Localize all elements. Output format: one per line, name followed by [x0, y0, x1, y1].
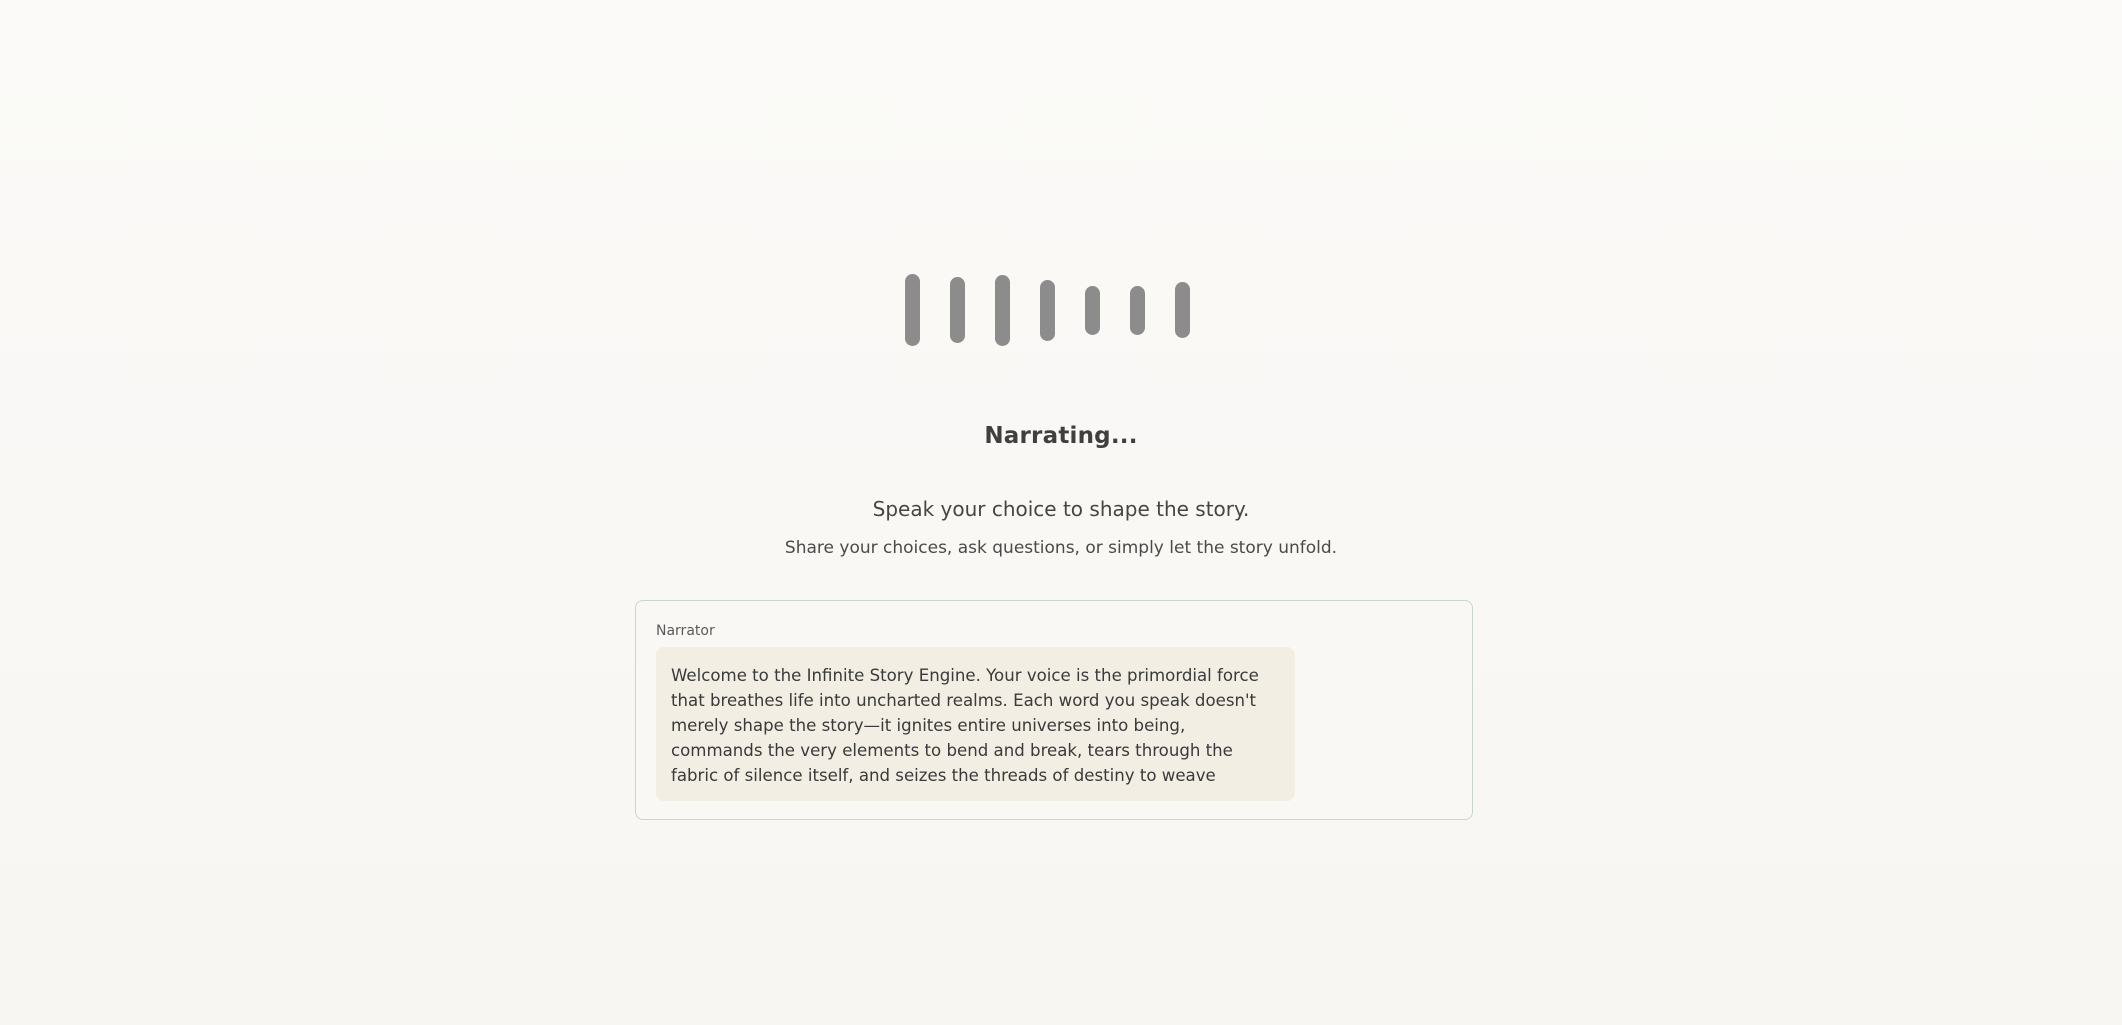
waveform-bar [995, 275, 1010, 346]
prompt-title: Speak your choice to shape the story. [872, 497, 1250, 521]
waveform-bar [905, 274, 920, 346]
waveform-bar [1040, 280, 1055, 341]
waveform-bar [950, 277, 965, 343]
narration-status: Narrating... [984, 423, 1138, 449]
audio-waveform-icon [905, 270, 1205, 350]
message-bubble [656, 647, 1295, 801]
waveform-bar [1175, 282, 1190, 338]
message-text: Welcome to the Infinite Story Engine. Your voice is the primordial force that breathes life into uncharted realms. Each word you speak doesn't merely shape the story—it ignites entire universes into being, commands the very elements to bend and break, tears through the fabric of silence itself, and seizes the threads of destiny to weave [671, 666, 1259, 785]
speaker-label: Narrator [656, 623, 715, 639]
waveform-bar [1085, 286, 1100, 335]
prompt-hint: Share your choices, ask questions, or simply let the story unfold. [784, 538, 1338, 558]
transcript-panel[interactable] [635, 600, 1473, 820]
waveform-bar [1130, 286, 1145, 335]
